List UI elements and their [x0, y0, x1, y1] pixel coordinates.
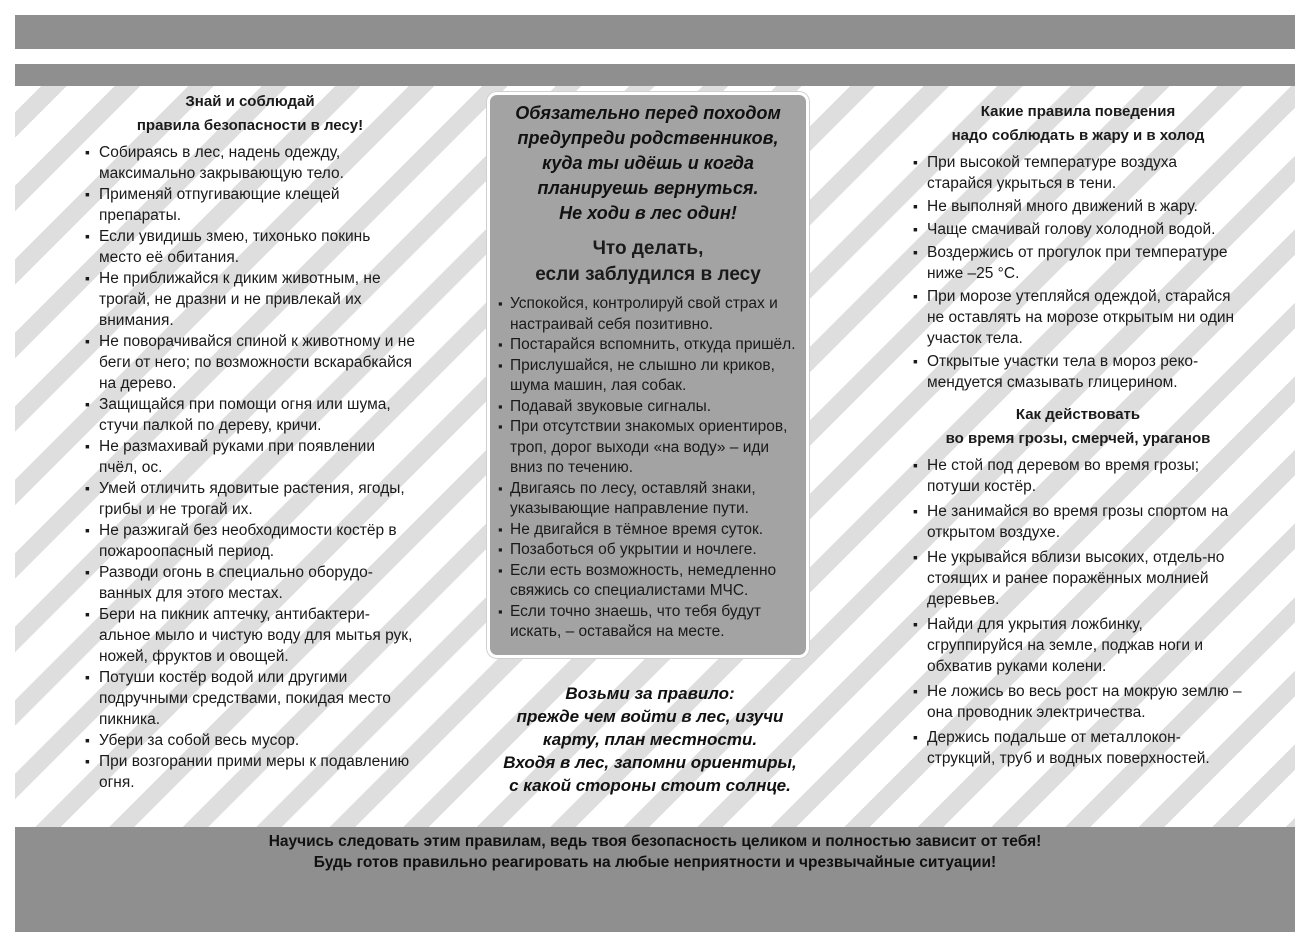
title-line: Что делать,	[592, 238, 704, 259]
heading-line: Как действовать	[1015, 406, 1141, 423]
leaflet-panel	[15, 64, 1295, 932]
heading-line: Какие правила поведения	[980, 103, 1176, 120]
top-bar	[15, 15, 1295, 49]
rule-note	[485, 682, 815, 797]
lost-in-forest-list	[498, 294, 798, 643]
list-item: ▪ При отсутствии знакомых ориентиров, троп, дорог выходи «на воду» – иди вниз по течению.	[498, 417, 798, 479]
footer-banner	[15, 827, 1295, 932]
list-item: ▪ Найди для укрытия ложбинку, сгруппируйся на земле, поджав ноги и обхватив руками колени.	[913, 614, 1243, 677]
list-item: ▪ Открытые участки тела в мороз реко-мендуется смазывать глицерином.	[913, 351, 1243, 393]
list-item: ▪ Бери на пикник аптечку, антибактери-альное мыло и чистую воду для мытья рук, ножей, фруктов и овощей.	[85, 604, 415, 667]
note-line: Возьми за правило:	[565, 684, 735, 703]
footer-line: Научись следовать этим правилам, ведь твоя безопасность целиком и полностью зависит от тебя!	[268, 833, 1042, 850]
warning-line: Обязательно перед походом	[515, 103, 781, 123]
list-item: ▪ Держись подальше от металлокон-струкций, труб и водных поверхностей.	[913, 727, 1243, 769]
storm-list	[913, 455, 1243, 769]
list-item: ▪ При возгорании прими меры к подавлению огня.	[85, 751, 415, 793]
heat-cold-list	[913, 152, 1243, 393]
list-item: ▪ Если есть возможность, немедленно свяжись со специалистами МЧС.	[498, 561, 798, 602]
warning-line: Не ходи в лес один!	[559, 203, 737, 223]
list-item: ▪ Не поворачивайся спиной к животному и не беги от него; по возможности вскарабкайся на дерево.	[85, 331, 415, 394]
list-item: ▪ Успокойся, контролируй свой страх и настраивай себя позитивно.	[498, 294, 798, 335]
note-line: с какой стороны стоит солнце.	[509, 776, 791, 795]
list-item: ▪ Разводи огонь в специально оборудо-ванных для этого местах.	[85, 562, 415, 604]
list-item: ▪ Постарайся вспомнить, откуда пришёл.	[498, 335, 798, 356]
warning-line: куда ты идёшь и когда	[542, 153, 754, 173]
list-item: ▪ Позаботься об укрытии и ночлеге.	[498, 540, 798, 561]
list-item: ▪ Защищайся при помощи огня или шума, стучи палкой по дереву, кричи.	[85, 394, 415, 436]
footer-line: Будь готов правильно реагировать на любые неприятности и чрезвычайные ситуации!	[313, 854, 997, 871]
list-item: ▪ Применяй отпугивающие клещей препараты.	[85, 184, 415, 226]
forest-safety-list	[85, 142, 415, 793]
panel-header-bar	[15, 64, 1295, 86]
list-item: ▪ Убери за собой весь мусор.	[85, 730, 415, 751]
list-item: ▪ Не выполняй много движений в жару.	[913, 196, 1243, 217]
list-item: ▪ Не ложись во весь рост на мокрую землю – она проводник электричества.	[913, 681, 1243, 723]
list-item: ▪ Собираясь в лес, надень одежду, максимально закрывающую тело.	[85, 142, 415, 184]
list-item: ▪ Потуши костёр водой или другими подручными средствами, покидая место пикника.	[85, 667, 415, 730]
storm-heading	[913, 403, 1243, 451]
list-item: ▪ Не стой под деревом во время грозы; потуши костёр.	[913, 455, 1243, 497]
warning-line: планируешь вернуться.	[537, 178, 759, 198]
list-item: ▪ Воздержись от прогулок при температуре ниже –25 °С.	[913, 242, 1243, 284]
list-item: ▪ Подавай звуковые сигналы.	[498, 397, 798, 418]
list-item: ▪ Не укрывайся вблизи высоких, отдель-но стоящих и ранее поражённых молнией деревьев.	[913, 547, 1243, 610]
list-item: ▪ Не приближайся к диким животным, не трогай, не дразни и не привлекай их внимания.	[85, 268, 415, 331]
list-item: ▪ Не разжигай без необходимости костёр в пожароопасный период.	[85, 520, 415, 562]
list-item: ▪ Не двигайся в тёмное время суток.	[498, 520, 798, 541]
list-item: ▪ Двигаясь по лесу, оставляй знаки, указывающие направление пути.	[498, 479, 798, 520]
warning-line: предупреди родственников,	[517, 128, 779, 148]
list-item: ▪ Не занимайся во время грозы спортом на открытом воздухе.	[913, 501, 1243, 543]
lost-in-forest-title	[498, 236, 798, 288]
list-item: ▪ Чаще смачивай голову холодной водой.	[913, 219, 1243, 240]
lost-in-forest-box	[487, 92, 809, 658]
heat-cold-heading	[913, 100, 1243, 148]
storm-section	[913, 403, 1243, 769]
heading-line: правила безопасности в лесу!	[136, 117, 364, 134]
list-item: ▪ Умей отличить ядовитые растения, ягоды, грибы и не трогай их.	[85, 478, 415, 520]
list-item: ▪ При высокой температуре воздуха старайся укрыться в тени.	[913, 152, 1243, 194]
heading-line: Знай и соблюдай	[185, 93, 315, 110]
list-item: ▪ При морозе утепляйся одеждой, старайся не оставлять на морозе открытым ни один участок тела.	[913, 286, 1243, 349]
list-item: ▪ Если точно знаешь, что тебя будут искать, – оставайся на месте.	[498, 602, 798, 643]
weather-rules-column	[913, 100, 1243, 773]
heading-line: надо соблюдать в жару и в холод	[951, 127, 1205, 144]
note-line: прежде чем войти в лес, изучи	[516, 707, 784, 726]
forest-safety-heading	[85, 90, 415, 138]
note-line: карту, план местности.	[542, 730, 758, 749]
list-item: ▪ Если увидишь змею, тихонько покинь место её обитания.	[85, 226, 415, 268]
list-item: ▪ Прислушайся, не слышно ли криков, шума машин, лая собак.	[498, 356, 798, 397]
list-item: ▪ Не размахивай руками при появлении пчёл, ос.	[85, 436, 415, 478]
title-line: если заблудился в лесу	[535, 264, 761, 285]
note-line: Входя в лес, запомни ориентиры,	[503, 753, 797, 772]
heading-line: во время грозы, смерчей, ураганов	[945, 430, 1211, 447]
forest-safety-column	[85, 90, 415, 793]
warning-text	[498, 101, 798, 226]
